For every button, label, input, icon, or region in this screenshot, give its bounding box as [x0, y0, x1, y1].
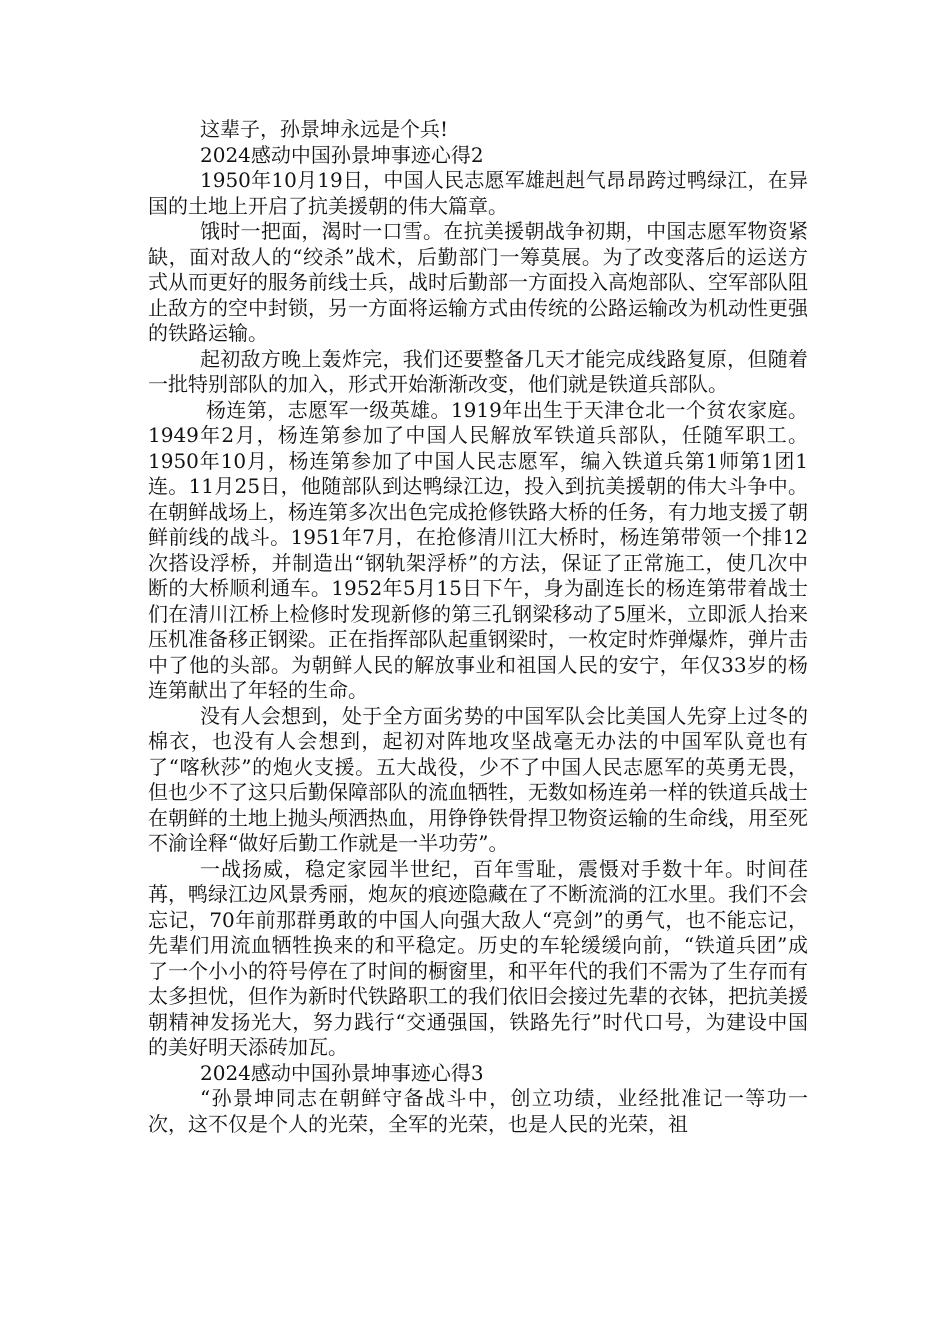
document-body — [148, 117, 808, 1137]
paragraph: 起初敌方晚上轰炸完，我们还要整备几天才能完成线路复原，但随着一批特别部队的加入，形式开始渐渐改变，他们就是铁道兵部队。 — [148, 346, 808, 396]
paragraph: 这辈子，孙景坤永远是个兵! — [200, 117, 449, 141]
paragraph: 没有人会想到，处于全方面劣势的中国军队会比美国人先穿上过冬的棉衣，也没有人会想到，起初对阵地攻坚战毫无办法的中国军队竟也有了“喀秋莎”的炮火支援。五大战役，少不了中国人民志愿军的英勇无畏，但也少不了这只后勤保障部队的流血牺牲，无数如杨连弟一样的铁道兵战士在朝鲜的土地上抛头颅洒热血，用铮铮铁骨捍卫物资运输的生命线，用至死不渝诠释“做好后勤工作就是一半功劳”。 — [148, 703, 808, 855]
paragraph: “孙景坤同志在朝鲜守备战斗中，创立功绩，业经批准记一等功一次，这不仅是个人的光荣，全军的光荣，也是人民的光荣，祖 — [148, 1086, 808, 1136]
paragraph: 1950年10月19日，中国人民志愿军雄赳赳气昂昂跨过鸭绿江，在异国的土地上开启了抗美援朝的伟大篇章。 — [148, 168, 808, 218]
section-heading: 2024感动中国孙景坤事迹心得3 — [200, 1060, 484, 1085]
paragraph: 饿时一把面，渴时一口雪。在抗美援朝战争初期，中国志愿军物资紧缺，面对敌人的“绞杀”战术，后勤部门一筹莫展。为了改变落后的运送方式从而更好的服务前线士兵，战时后勤部一方面投入高炮部队、空军部队阻止敌方的空中封锁，另一方面将运输方式由传统的公路运输改为机动性更强的铁路运输。 — [148, 219, 808, 345]
paragraph: 一战扬威，稳定家园半世纪，百年雪耻，震慑对手数十年。时间荏苒，鸭绿江边风景秀丽，炮灰的痕迹隐藏在了不断流淌的江水里。我们不会忘记，70年前那群勇敢的中国人向强大敌人“亮剑”的勇气，也不能忘记，先辈们用流血牺牲换来的和平稳定。历史的车轮缓缓向前，“铁道兵团”成了一个小小的符号停在了时间的橱窗里，和平年代的我们不需为了生存而有太多担忧，但作为新时代铁路职工的我们依旧会接过先辈的衣钵，把抗美援朝精神发扬光大，努力践行“交通强国，铁路先行”时代口号，为建设中国的美好明天添砖加瓦。 — [148, 856, 808, 1059]
section-heading: 2024感动中国孙景坤事迹心得2 — [200, 142, 484, 167]
paragraph: 杨连第，志愿军一级英雄。1919年出生于天津仓北一个贫农家庭。1949年2月，杨连第参加了中国人民解放军铁道兵部队，任随军职工。1950年10月，杨连第参加了中国人民志愿军，编入铁道兵第1师第1团1连。11月25日，他随部队到达鸭绿江边，投入到抗美援朝的伟大斗争中。在朝鲜战场上，杨连第多次出色完成抢修铁路大桥的任务，有力地支援了朝鲜前线的战斗。1951年7月，在抢修清川江大桥时，杨连第带领一个排12次搭设浮桥，并制造出“钢轨架浮桥”的方法，保证了正常施工，使几次中断的大桥顺利通车。1952年5月15日下午，身为副连长的杨连第带着战士们在清川江桥上检修时发现新修的第三孔钢梁移动了5厘米，立即派人抬来压机准备移正钢梁。正在指挥部队起重钢梁时，一枚定时炸弹爆炸，弹片击中了他的头部。为朝鲜人民的解放事业和祖国人民的安宁，年仅33岁的杨连第献出了年轻的生命。 — [148, 397, 808, 702]
